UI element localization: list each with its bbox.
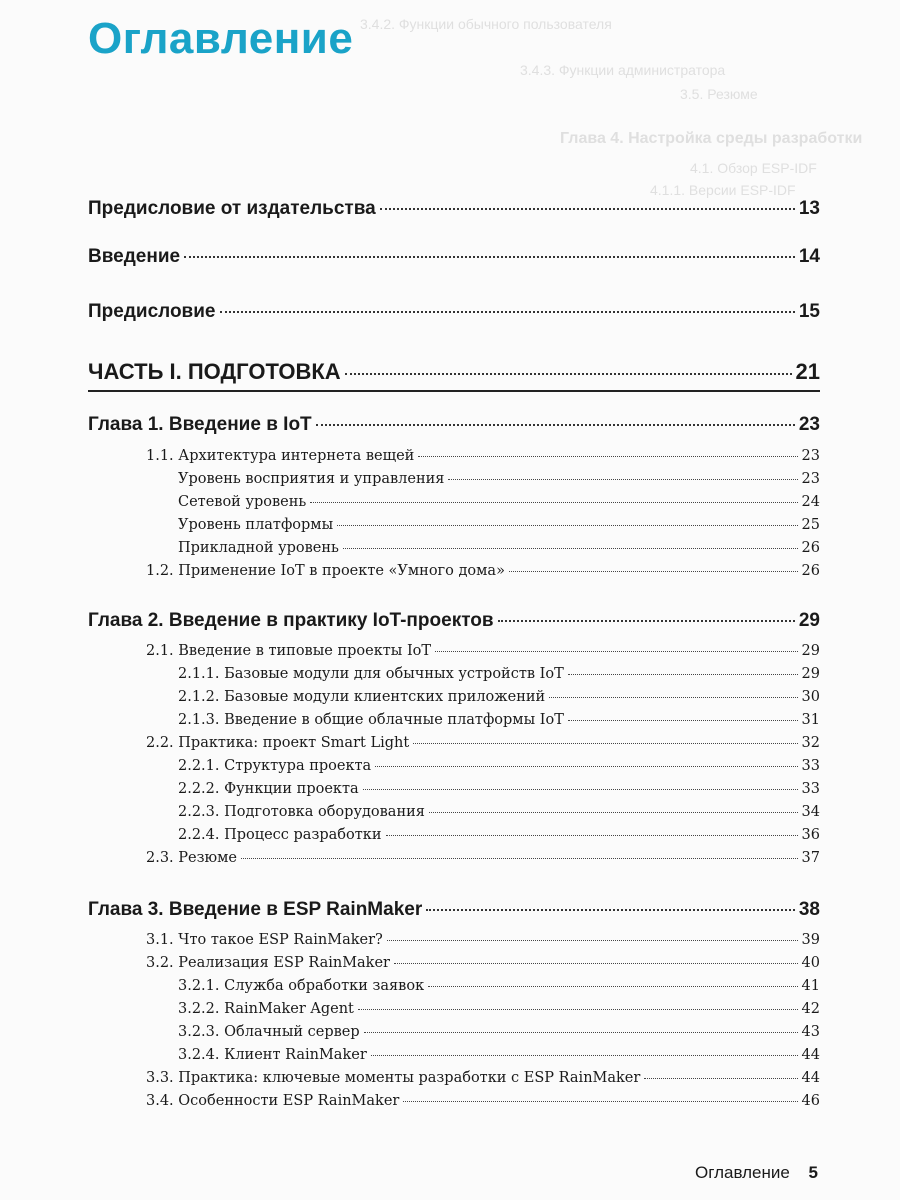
dot-leader — [364, 1032, 798, 1033]
footer-page-number: 5 — [808, 1163, 818, 1182]
toc-entry-label: 2.1.3. Введение в общие облачные платформы IoT — [178, 712, 564, 728]
toc-entry-label: Сетевой уровень — [178, 494, 307, 510]
toc-entry-page: 44 — [801, 1070, 820, 1086]
toc-entry-page: 39 — [801, 932, 820, 948]
toc-entry — [88, 246, 820, 268]
toc-entry — [178, 471, 820, 487]
toc-entry-label: Глава 3. Введение в ESP RainMaker — [88, 899, 423, 920]
toc-entry-page: 38 — [798, 899, 820, 920]
toc-entry-label: 1.1. Архитектура интернета вещей — [146, 448, 415, 464]
toc-entry-page: 33 — [801, 758, 820, 774]
dot-leader — [371, 1055, 798, 1056]
toc-entry — [146, 735, 820, 751]
bleed-through-text: 3.4.3. Функции администратора — [520, 62, 726, 78]
footer-label: Оглавление — [695, 1163, 790, 1182]
dot-leader — [220, 311, 795, 313]
dot-leader — [426, 909, 795, 911]
toc-entry-page: 37 — [801, 850, 820, 866]
toc-entry — [88, 414, 820, 436]
toc-entry — [88, 301, 820, 323]
dot-leader — [644, 1078, 797, 1079]
dot-leader — [549, 697, 797, 698]
page-title: Оглавление — [88, 14, 354, 63]
dot-leader — [337, 525, 797, 526]
dot-leader — [184, 256, 795, 258]
toc-entry-page: 41 — [801, 978, 820, 994]
toc-entry-page: 13 — [798, 198, 820, 219]
toc-entry-label: Глава 1. Введение в IoT — [88, 414, 312, 435]
toc-entry-page: 23 — [798, 414, 820, 435]
dot-leader — [394, 963, 798, 964]
toc-entry — [88, 359, 820, 385]
toc-entry-page: 43 — [801, 1024, 820, 1040]
toc-entry-label: Глава 2. Введение в практику IoT-проектов — [88, 610, 494, 631]
dot-leader — [386, 835, 798, 836]
toc-entry — [178, 689, 820, 705]
bleed-through-text: 4.1. Обзор ESP-IDF — [690, 160, 817, 176]
toc-entry-page: 29 — [801, 643, 820, 659]
toc-entry-label: Введение — [88, 246, 181, 267]
toc-entry-label: 3.2.4. Клиент RainMaker — [178, 1047, 367, 1063]
toc-entry — [146, 563, 820, 579]
toc-entry-page: 32 — [801, 735, 820, 751]
dot-leader — [316, 424, 795, 426]
toc-entry-label: 3.3. Практика: ключевые моменты разработки с ESP RainMaker — [146, 1070, 641, 1086]
toc-entry-page: 44 — [801, 1047, 820, 1063]
toc-entry-page: 36 — [801, 827, 820, 843]
dot-leader — [498, 620, 795, 622]
toc-entry-label: 2.2.1. Структура проекта — [178, 758, 372, 774]
toc-entry — [178, 666, 820, 682]
toc-entry-label: 3.2. Реализация ESP RainMaker — [146, 955, 390, 971]
dot-leader — [568, 674, 798, 675]
toc-entry-label: 3.4. Особенности ESP RainMaker — [146, 1093, 400, 1109]
toc-entry-label: 2.1.2. Базовые модули клиентских приложений — [178, 689, 546, 705]
toc-entry-label: ЧАСТЬ I. ПОДГОТОВКА — [88, 359, 341, 384]
dot-leader — [448, 479, 797, 480]
toc-entry-label: 2.2.3. Подготовка оборудования — [178, 804, 425, 820]
toc-entry-label: Предисловие от издательства — [88, 198, 376, 219]
toc-entry-label: 2.1. Введение в типовые проекты IoT — [146, 643, 432, 659]
toc-entry — [178, 1024, 820, 1040]
dot-leader — [568, 720, 798, 721]
running-footer — [695, 1163, 818, 1183]
toc-entry-page: 30 — [801, 689, 820, 705]
toc-entry-label: 2.1.1. Базовые модули для обычных устройств IoT — [178, 666, 564, 682]
toc-entry — [146, 850, 820, 866]
toc-entry-label: 3.1. Что такое ESP RainMaker? — [146, 932, 383, 948]
toc-entry — [178, 1047, 820, 1063]
toc-entry-label: Уровень восприятия и управления — [178, 471, 445, 487]
toc-entry-page: 42 — [801, 1001, 820, 1017]
toc-entry — [178, 758, 820, 774]
divider — [88, 390, 820, 392]
dot-leader — [345, 373, 792, 375]
toc-entry-label: 1.2. Применение IoT в проекте «Умного дома» — [146, 563, 505, 579]
toc-entry-label: 2.2.2. Функции проекта — [178, 781, 359, 797]
toc-entry — [178, 978, 820, 994]
toc-entry-label: 3.2.1. Служба обработки заявок — [178, 978, 425, 994]
toc-entry — [178, 1001, 820, 1017]
toc-entry — [146, 1093, 820, 1109]
dot-leader — [413, 743, 797, 744]
toc-entry — [88, 198, 820, 220]
toc-entry-page: 34 — [801, 804, 820, 820]
toc-entry — [178, 494, 820, 510]
dot-leader — [435, 651, 797, 652]
toc-entry-label: Предисловие — [88, 301, 216, 322]
toc-entry-page: 24 — [801, 494, 820, 510]
dot-leader — [429, 812, 798, 813]
toc-entry-page: 15 — [798, 301, 820, 322]
toc-entry — [178, 804, 820, 820]
bleed-through-text: 3.5. Резюме — [680, 86, 758, 102]
dot-leader — [375, 766, 797, 767]
toc-entry-label: 3.2.3. Облачный сервер — [178, 1024, 360, 1040]
toc-entry — [146, 643, 820, 659]
dot-leader — [310, 502, 797, 503]
bleed-through-text: 3.4.2. Функции обычного пользователя — [360, 16, 612, 32]
dot-leader — [380, 208, 795, 210]
toc-entry — [88, 610, 820, 632]
bleed-through-text: Глава 4. Настройка среды разработки — [560, 130, 863, 147]
toc-entry — [146, 448, 820, 464]
dot-leader — [358, 1009, 798, 1010]
dot-leader — [387, 940, 798, 941]
toc-entry — [178, 712, 820, 728]
toc-entry-page: 31 — [801, 712, 820, 728]
toc-entry — [178, 540, 820, 556]
bleed-through-text: 4.1.1. Версии ESP-IDF — [650, 182, 796, 198]
toc-entry — [146, 955, 820, 971]
toc-entry-page: 40 — [801, 955, 820, 971]
toc-entry-label: Прикладной уровень — [178, 540, 339, 556]
dot-leader — [428, 986, 797, 987]
dot-leader — [418, 456, 797, 457]
toc-entry-page: 26 — [801, 540, 820, 556]
dot-leader — [363, 789, 798, 790]
toc-entry-label: 2.2.4. Процесс разработки — [178, 827, 382, 843]
toc-entry-page: 33 — [801, 781, 820, 797]
toc-entry-page: 25 — [801, 517, 820, 533]
toc-entry-page: 46 — [801, 1093, 820, 1109]
toc-entry — [146, 1070, 820, 1086]
toc-entry-page: 21 — [795, 359, 820, 384]
toc-entry-page: 23 — [801, 448, 820, 464]
dot-leader — [403, 1101, 797, 1102]
toc-entry-page: 29 — [798, 610, 820, 631]
toc-entry — [146, 932, 820, 948]
toc-entry-label: 2.3. Резюме — [146, 850, 238, 866]
toc-entry-page: 29 — [801, 666, 820, 682]
dot-leader — [509, 571, 798, 572]
toc-entry — [88, 899, 820, 921]
toc-entry-label: Уровень платформы — [178, 517, 334, 533]
dot-leader — [241, 858, 798, 859]
toc-entry-page: 26 — [801, 563, 820, 579]
toc-entry-label: 3.2.2. RainMaker Agent — [178, 1001, 354, 1017]
dot-leader — [343, 548, 798, 549]
toc-entry-page: 23 — [801, 471, 820, 487]
toc-entry-label: 2.2. Практика: проект Smart Light — [146, 735, 410, 751]
toc-entry — [178, 517, 820, 533]
toc-entry-page: 14 — [798, 246, 820, 267]
toc-entry — [178, 781, 820, 797]
toc-entry — [178, 827, 820, 843]
